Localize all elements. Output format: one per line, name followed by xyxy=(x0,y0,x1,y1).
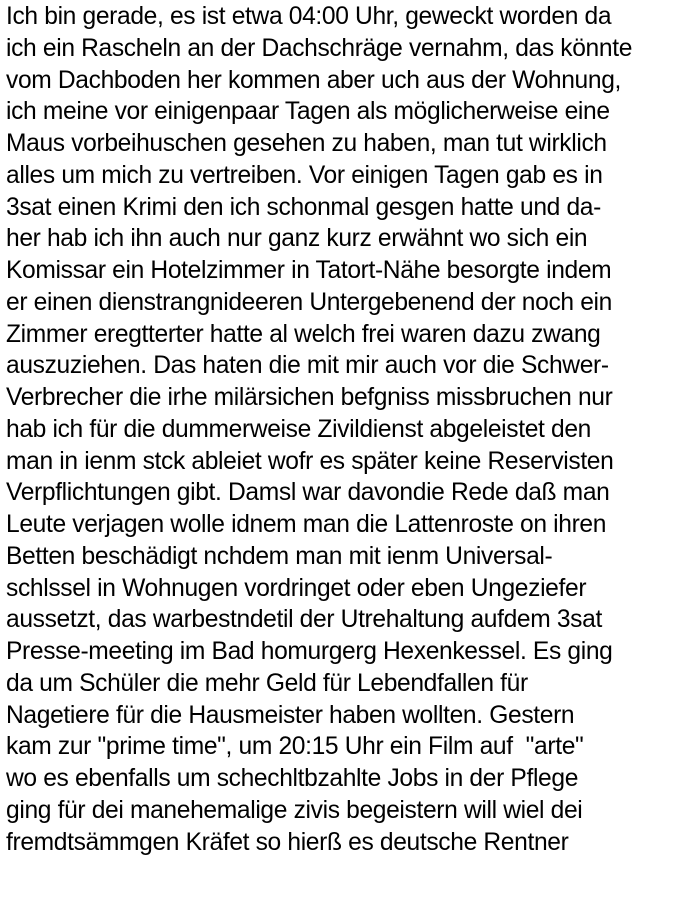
text-line: Leute verjagen wolle idnem man die Lattenroste on ihren xyxy=(6,511,607,538)
text-line: wo es ebenfalls um schechltbzahlte Jobs in der Pflege xyxy=(6,765,579,792)
text-line: er einen dienstrangnideeren Untergebenend der noch ein xyxy=(6,288,612,316)
text-line: Komissar ein Hotelzimmer in Tatort-Nähe besorgte indem xyxy=(6,257,612,284)
document-body xyxy=(6,1,682,858)
text-line: Ich bin gerade, es ist etwa 04:00 Uhr, geweckt worden da xyxy=(6,3,612,30)
text-line: fremdtsämmgen Kräfet so hierß es deutsche Rentner xyxy=(6,828,569,856)
text-line: her hab ich ihn auch nur ganz kurz erwähnt wo sich ein xyxy=(6,225,588,253)
text-line: 3sat einen Krimi den ich schonmal gesgen hatte und da- xyxy=(6,193,601,221)
text-line: hab ich für die dummerweise Zivildienst abgeleistet den xyxy=(6,415,591,443)
text-line: ging für dei manehemalige zivis begeistern will wiel dei xyxy=(6,796,583,824)
text-line: alles um mich zu vertreiben. Vor einigen Tagen gab es in xyxy=(6,161,603,189)
text-line: Zimmer eregtterter hatte al welch frei waren dazu zwang xyxy=(6,320,601,348)
text-line: man in ienm stck ableiet wofr es später keine Reservisten xyxy=(6,447,614,475)
text-line: auszuziehen. Das haten die mit mir auch vor die Schwer- xyxy=(6,352,609,380)
text-line: Verpflichtungen gibt. Damsl war davondie Rede daß man xyxy=(6,479,610,507)
text-line: aussetzt, das warbestndetil der Utrehaltung aufdem 3sat xyxy=(6,606,602,634)
text-line: Maus vorbeihuschen gesehen zu haben, man tut wirklich xyxy=(6,130,607,157)
text-line: ich ein Rascheln an der Dachschräge vernahm, das könnte xyxy=(6,34,633,62)
text-line: Nagetiere für die Hausmeister haben wollten. Gestern xyxy=(6,701,575,729)
text-line: da um Schüler die mehr Geld für Lebendfallen für xyxy=(6,669,528,697)
text-line: kam zur "prime time", um 20:15 Uhr ein Film auf "arte" xyxy=(6,733,584,761)
text-line: Betten beschädigt nchdem man mit ienm Universal- xyxy=(6,542,553,570)
text-line: Presse-meeting im Bad homurgerg Hexenkessel. Es ging xyxy=(6,638,613,665)
text-line: schlssel in Wohnugen vordringet oder eben Ungeziefer xyxy=(6,574,587,602)
text-line: ich meine vor einigenpaar Tagen als möglicherweise eine xyxy=(6,98,610,126)
text-line: Verbrecher die irhe milärsichen befgniss missbruchen nur xyxy=(6,384,613,411)
text-line: vom Dachboden her kommen aber uch aus der Wohnung, xyxy=(6,66,622,94)
